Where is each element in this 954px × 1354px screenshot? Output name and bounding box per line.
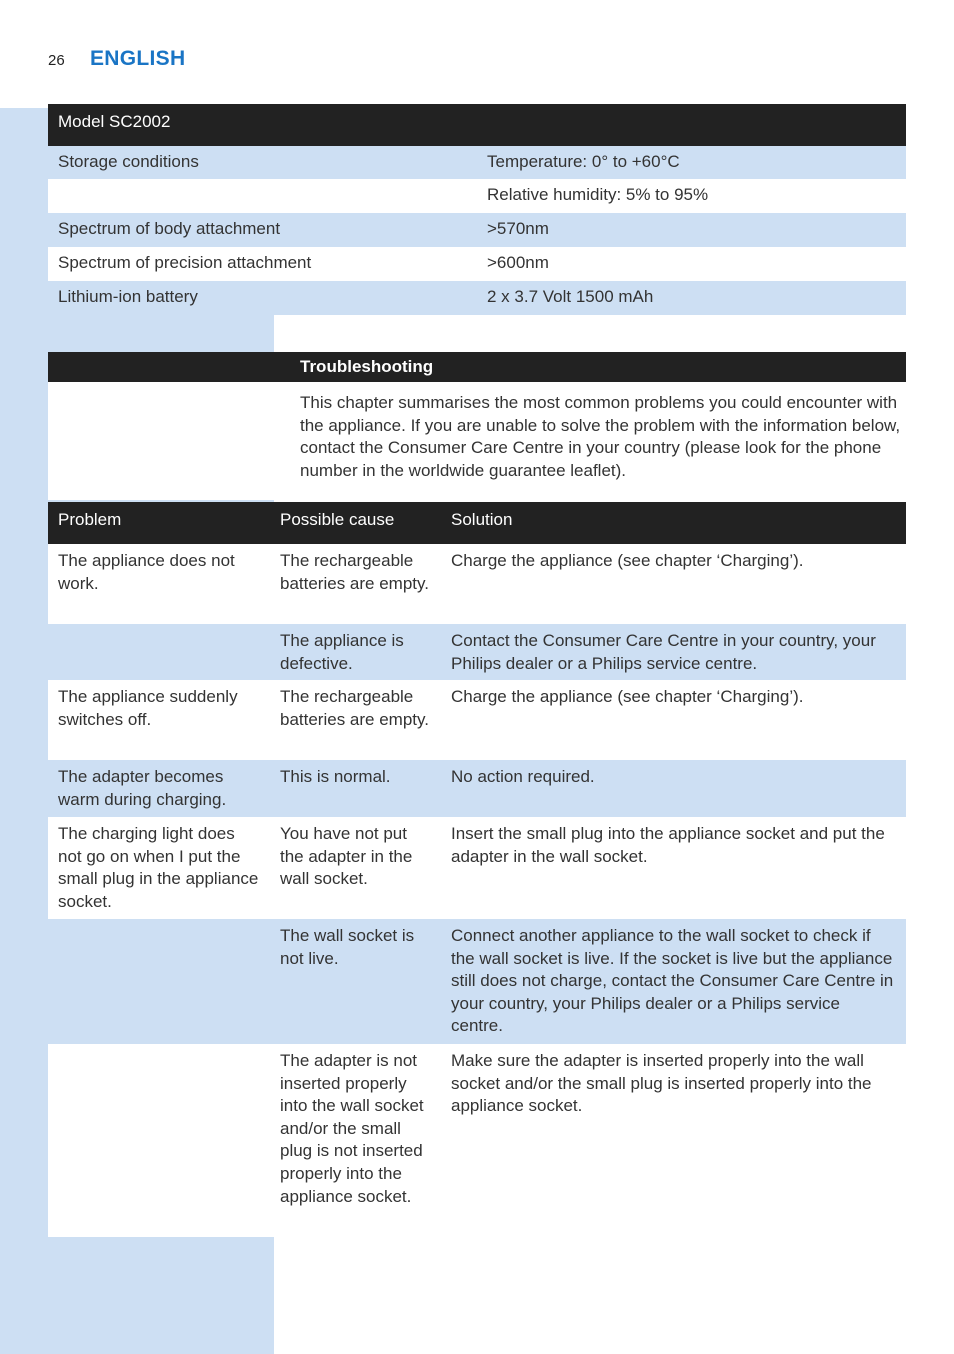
table-row	[48, 680, 906, 760]
problem-cell	[48, 919, 270, 1044]
spec-table	[48, 104, 906, 315]
spec-row	[48, 179, 906, 213]
spec-row	[48, 247, 906, 281]
solution-cell: Charge the appliance (see chapter ‘Charging’).	[451, 551, 804, 570]
cause-cell: The rechargeable batteries are empty.	[280, 687, 429, 729]
problem-cell: The charging light does not go on when I put the small plug in the appliance socket.	[58, 824, 259, 911]
intro-block	[48, 382, 906, 500]
header-problem: Problem	[58, 510, 122, 529]
page-number: 26	[48, 52, 65, 69]
spec-row	[48, 146, 906, 179]
solution-cell: Charge the appliance (see chapter ‘Charging’).	[451, 687, 804, 706]
spec-value: Relative humidity: 5% to 95%	[487, 185, 709, 204]
intro-spacer	[48, 382, 274, 500]
table-row	[48, 624, 906, 680]
spec-model-header: Model SC2002	[48, 104, 906, 146]
cause-cell: The adapter is not inserted properly into the wall socket and/or the small plug is not inserted properly into the appliance socket.	[280, 1051, 424, 1206]
spec-row	[48, 281, 906, 315]
problem-cell	[48, 624, 270, 680]
cause-cell: The rechargeable batteries are empty.	[280, 551, 429, 593]
solution-cell: No action required.	[451, 767, 595, 786]
cause-cell: The wall socket is not live.	[280, 926, 415, 968]
troubleshooting-table	[48, 502, 906, 1237]
table-row	[48, 1044, 906, 1237]
intro-paragraph: This chapter summarises the most common problems you could encounter with the appliance. If you are unable to solve the problem with the information below, contact the Consumer Care Centre in your country (please look for the phone number in the worldwide guarantee leaflet).	[300, 393, 901, 480]
spec-value: >600nm	[487, 253, 549, 272]
language-heading: ENGLISH	[90, 47, 186, 70]
spec-label: Lithium-ion battery	[58, 287, 198, 306]
table-row	[48, 919, 906, 1044]
solution-cell: Insert the small plug into the appliance socket and put the adapter in the wall socket.	[451, 824, 885, 866]
table-header	[48, 502, 906, 544]
problem-cell: The appliance suddenly switches off.	[58, 687, 238, 729]
problem-cell: The adapter becomes warm during charging.	[58, 767, 227, 809]
solution-cell: Contact the Consumer Care Centre in your country, your Philips dealer or a Philips service centre.	[451, 631, 876, 673]
spec-value: 2 x 3.7 Volt 1500 mAh	[487, 287, 654, 306]
cause-cell: The appliance is defective.	[280, 631, 404, 673]
section-title: Troubleshooting	[300, 357, 434, 376]
header-solution: Solution	[451, 510, 513, 529]
spec-label: Spectrum of body attachment	[58, 219, 281, 238]
spec-value: Temperature: 0° to +60°C	[487, 152, 680, 171]
spec-row	[48, 213, 906, 247]
table-row	[48, 760, 906, 817]
problem-cell	[48, 1044, 270, 1237]
spec-label	[48, 179, 477, 213]
header-cause: Possible cause	[280, 510, 395, 529]
table-row	[48, 544, 906, 624]
solution-cell: Make sure the adapter is inserted properly into the wall socket and/or the small plug is inserted properly into the appliance socket.	[451, 1051, 872, 1116]
section-heading-bar	[48, 352, 906, 382]
spec-label: Storage conditions	[58, 152, 199, 171]
cause-cell: You have not put the adapter in the wall socket.	[280, 824, 413, 889]
problem-cell: The appliance does not work.	[58, 551, 235, 593]
solution-cell: Connect another appliance to the wall socket to check if the wall socket is live. If the socket is live but the appliance still does not charge, contact the Consumer Care Centre in your country, your Philips dealer or a Philips service centre.	[451, 926, 894, 1036]
spec-label: Spectrum of precision attachment	[58, 253, 312, 272]
spec-value: >570nm	[487, 219, 549, 238]
cause-cell: This is normal.	[280, 767, 391, 786]
table-row	[48, 817, 906, 919]
